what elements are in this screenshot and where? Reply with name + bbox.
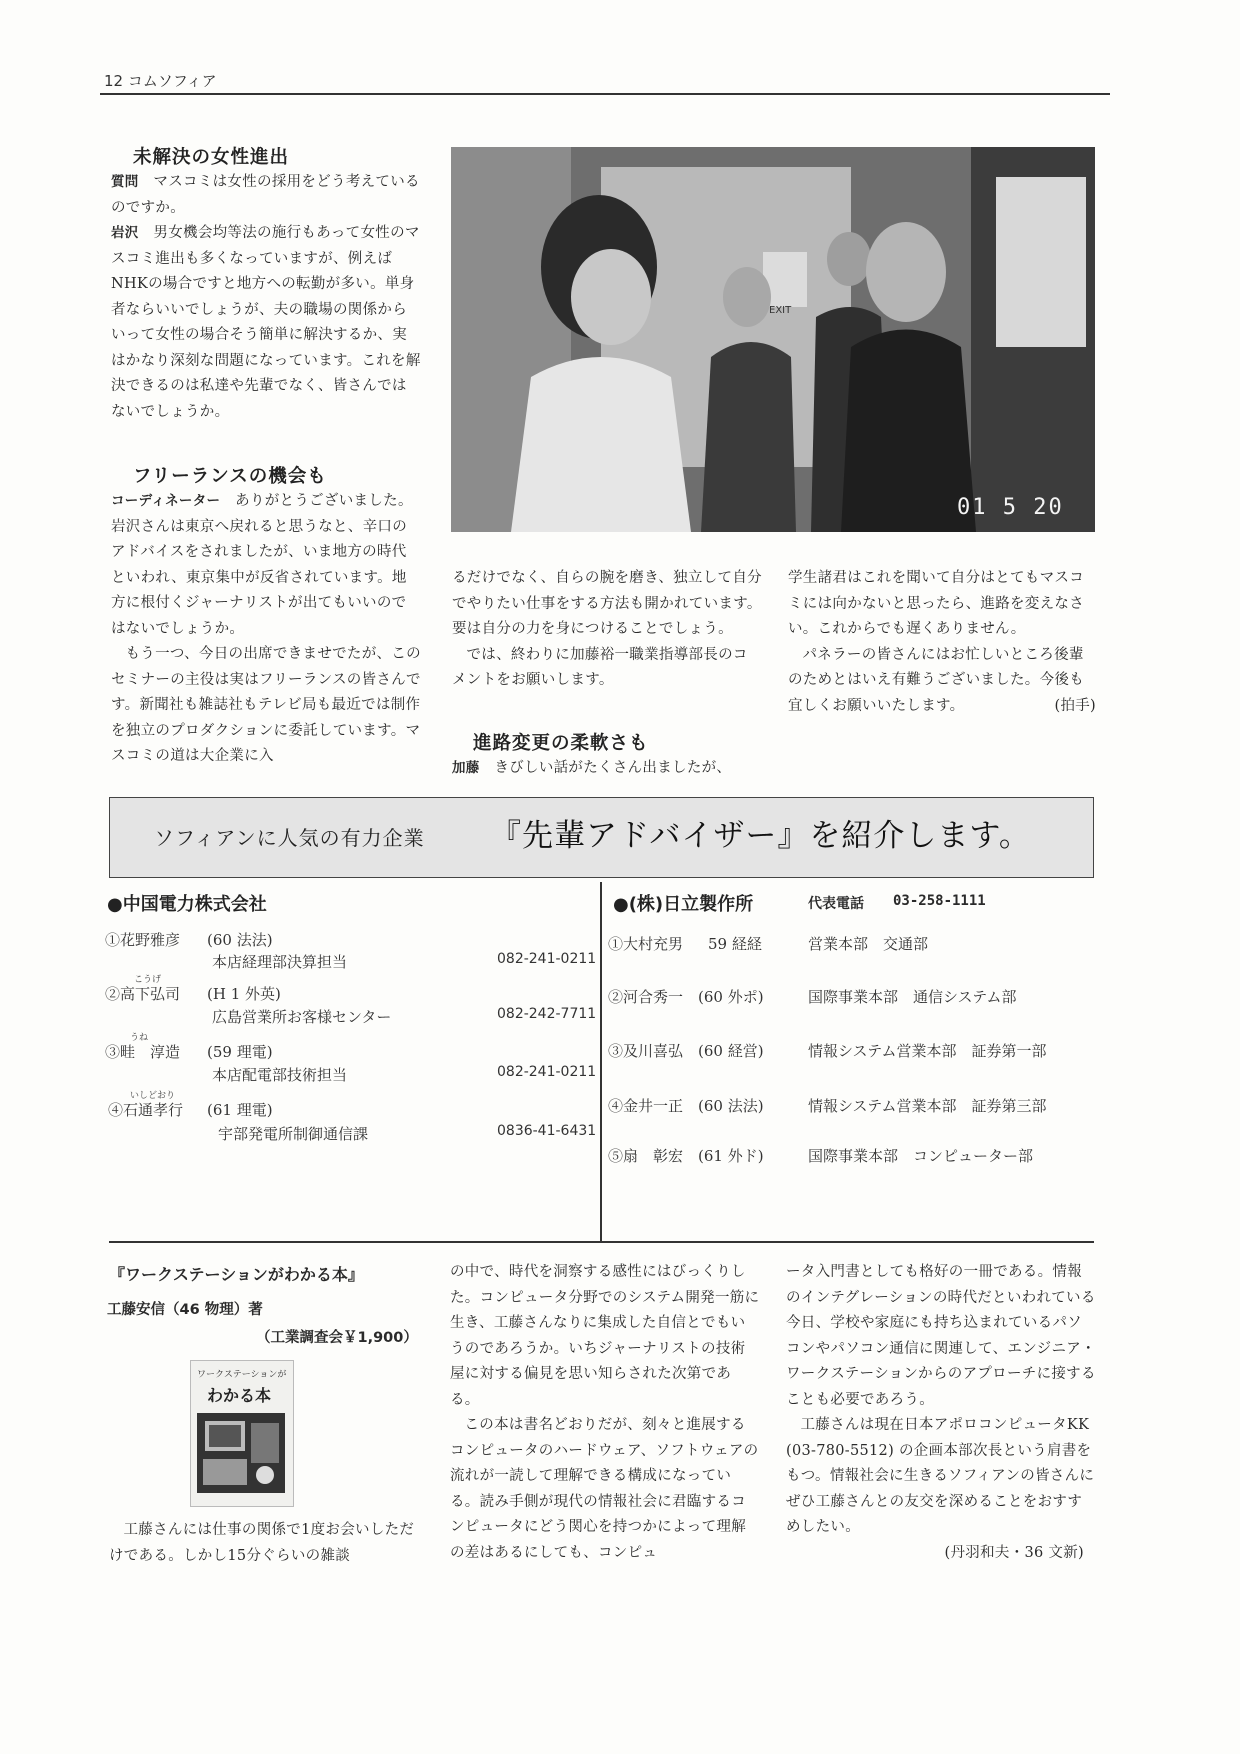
heading-freelance: フリーランスの機会も	[133, 466, 327, 487]
hitachi-advisor-3-dept: 情報システム営業本部 証券第一部	[808, 1042, 1047, 1060]
book-col3-text-a: ータ入門書としても格好の一冊である。情報のインテグレーションの時代だといわれている今日、学校や家庭にも持ち込まれているパソコンやパソコン通信に関連して、エンジニア・ワークステーションからのアプローチに接することも必要であろう。	[786, 1264, 1096, 1408]
advisor-4-name: ④石通孝行	[108, 1101, 184, 1119]
hitachi-advisor-4-grad: (60 法法)	[698, 1097, 764, 1115]
hitachi-advisor-3-name: ③及川喜弘	[608, 1042, 684, 1060]
answer-text: 男女機会均等法の施行もあって女性のマスコミ進出も多くなっていますが、例えばNHKの場合ですと地方への転勤が多い。単身者ならいいでしょうが、夫の職場の関係からいって女性の場合そう簡単に解決するか、実はかなり深刻な問題になっています。これを解決できるのは私達や先輩でなく、皆さんではないでしょうか。	[111, 225, 421, 420]
column-middle	[452, 566, 762, 694]
column-divider	[600, 882, 602, 1242]
hitachi-advisor-2-dept: 国際事業本部 通信システム部	[808, 988, 1017, 1006]
coordinator-text-1: ありがとうございました。岩沢さんは東京へ戻れると思うなと、辛口のアドバイスをされましたが、いま地方の時代といわれ、東京集中が反省されています。地方に根付くジャーナリストが出てもいいのではないでしょうか。	[111, 493, 413, 637]
hitachi-advisor-5-dept: 国際事業本部 コンピューター部	[808, 1147, 1034, 1165]
advisor-4-tel: 0836-41-6431	[497, 1123, 597, 1139]
advisor-2-tel: 082-242-7711	[497, 1006, 597, 1022]
advisor-4-ruby: いしどおり	[130, 1091, 176, 1101]
hitachi-advisor-4-dept: 情報システム営業本部 証券第三部	[808, 1097, 1047, 1115]
advisor-3-tel: 082-241-0211	[497, 1064, 597, 1080]
advisor-3-grad: (59 理電)	[207, 1043, 273, 1061]
advisor-2-grad: (H 1 外英)	[207, 985, 281, 1003]
page-header: 12 コムソフィア	[104, 72, 217, 90]
advisor-2-name: ②高下弘司	[105, 985, 181, 1003]
advisor-3-ruby: うね	[130, 1033, 149, 1043]
book-col3-text-b: 工藤さんは現在日本アポロコンピュータKK (03-780-5512) の企画本部次長という肩書をもつ。情報社会に生きるソフィアンの皆さんにぜひ工藤さんとの友交を深めることをおすすめしたい。	[786, 1417, 1095, 1535]
hitachi-advisor-4-name: ④金井一正	[608, 1097, 684, 1115]
advisor-banner	[109, 797, 1094, 878]
hitachi-advisor-2-name: ②河合秀一	[608, 988, 684, 1006]
section-divider	[109, 1241, 1094, 1243]
question-text: マスコミは女性の採用をどう考えているのですか。	[111, 174, 420, 216]
exit-sign: EXIT	[769, 305, 792, 316]
book-reviewer: (丹羽和夫・36 文新)	[944, 1544, 1084, 1561]
hitachi-tel: 03-258-1111	[893, 893, 986, 909]
speaker-question: 質問	[111, 174, 139, 190]
header-rule	[100, 93, 1110, 95]
advisor-2-ruby: こうげ	[134, 975, 162, 985]
kato-line	[452, 756, 762, 782]
cover-artwork	[197, 1413, 285, 1493]
advisor-1-tel: 082-241-0211	[497, 951, 597, 967]
applause: (拍手)	[1054, 697, 1096, 714]
book-col2-text-b: この本は書名どおりだが、刻々と進展するコンピュータのハードウェア、ソフトウェアの流れが一読して理解できる構成になっている。読み手側が現代の情報社会に君臨するコンピュータにどう関心を持つかによって理解の差はあるにしても、コンピュ	[450, 1417, 759, 1561]
speaker-coordinator: コーディネーター	[111, 493, 221, 509]
right-text-2: パネラーの皆さんにはお忙しいところ後輩のためとはいえ有難うございました。今後も宜しくお願いいたします。	[788, 646, 1084, 714]
column-left-1	[111, 170, 421, 425]
book-column-2	[450, 1260, 760, 1566]
book-cover	[190, 1360, 294, 1507]
book-col2-text-a: の中で、時代を洞察する感性にはびっくりした。コンピュータ分野でのシステム開発一筋に生き、工藤さんなりに集成した自信とでもいうのであろうか。いちジャーナリストの技術屋に対する偏見を思い知らされた次第である。	[450, 1264, 760, 1408]
date-stamp: 01 5 20	[957, 495, 1064, 520]
book-author: 工藤安信（46 物理）著	[107, 1302, 263, 1318]
event-photo	[451, 147, 1095, 532]
hitachi-advisor-1-dept: 営業本部 交通部	[808, 935, 929, 953]
heading-women: 未解決の女性進出	[133, 147, 290, 168]
speaker-iwasawa: 岩沢	[111, 225, 139, 241]
cover-title-1: ワークステーションが	[197, 1370, 287, 1380]
hitachi-tel-label: 代表電話	[808, 896, 864, 912]
advisor-4-grad: (61 理電)	[207, 1101, 273, 1119]
hitachi-advisor-5-grad: (61 外ド)	[698, 1147, 764, 1165]
hitachi-advisor-1-name: ①大村充男	[608, 935, 684, 953]
advisor-1-name: ①花野雅彦	[105, 931, 181, 949]
right-text-1: 学生諸君はこれを聞いて自分はとてもマスコミには向かないと思ったら、進路を変えなさい。これからでも遅くありません。	[788, 570, 1084, 637]
book-column-1	[109, 1518, 419, 1569]
speaker-kato: 加藤	[452, 760, 480, 776]
company-chugoku: ●中国電力株式会社	[107, 894, 267, 915]
banner-title: 『先輩アドバイザー』を紹介します。	[490, 818, 1031, 854]
kato-text: きびしい話がたくさん出ましたが、	[494, 760, 732, 776]
cover-title-2: わかる本	[207, 1386, 272, 1405]
photo-illustration	[451, 147, 1095, 532]
banner-subtitle: ソフィアンに人気の有力企業	[154, 826, 425, 850]
advisor-4-dept: 宇部発電所制御通信課	[218, 1125, 369, 1143]
heading-career-change: 進路変更の柔軟さも	[473, 733, 649, 754]
hitachi-advisor-5-name: ⑤扇 彰宏	[608, 1147, 684, 1165]
middle-text-2: では、終わりに加藤裕一職業指導部長のコメントをお願いします。	[452, 646, 748, 688]
company-hitachi: ●(株)日立製作所	[613, 894, 754, 915]
middle-text-1: るだけでなく、自らの腕を磨き、独立して自分でやりたい仕事をする方法も開かれています。要は自分の力を身につけることでしょう。	[452, 570, 762, 637]
hitachi-advisor-2-grad: (60 外ポ)	[698, 988, 764, 1006]
advisor-1-grad: (60 法法)	[207, 931, 273, 949]
book-col1-text: 工藤さんには仕事の関係で1度お会いしただけである。しかし15分ぐらいの雑談	[109, 1522, 415, 1564]
book-column-3	[786, 1260, 1096, 1566]
advisor-3-dept: 本店配電部技術担当	[212, 1066, 348, 1084]
book-title: 『ワークステーションがわかる本』	[109, 1265, 364, 1284]
advisor-2-dept: 広島営業所お客様センター	[212, 1008, 392, 1026]
column-right	[788, 566, 1096, 719]
hitachi-advisor-1-grad: 59 経経	[708, 935, 762, 953]
advisor-1-dept: 本店経理部決算担当	[212, 953, 348, 971]
column-left-2	[111, 489, 421, 770]
coordinator-text-2: もう一つ、今日の出席できませでたが、このセミナーの主役は実はフリーランスの皆さんです。新聞社も雑誌社もテレビ局も最近では制作を独立のプロダクションに委託しています。マスコミの道は大企業に入	[111, 646, 421, 764]
advisor-3-name: ③畦 淳造	[105, 1043, 181, 1061]
hitachi-advisor-3-grad: (60 経営)	[698, 1042, 764, 1060]
book-publisher: （工業調査会￥1,900）	[256, 1330, 418, 1346]
